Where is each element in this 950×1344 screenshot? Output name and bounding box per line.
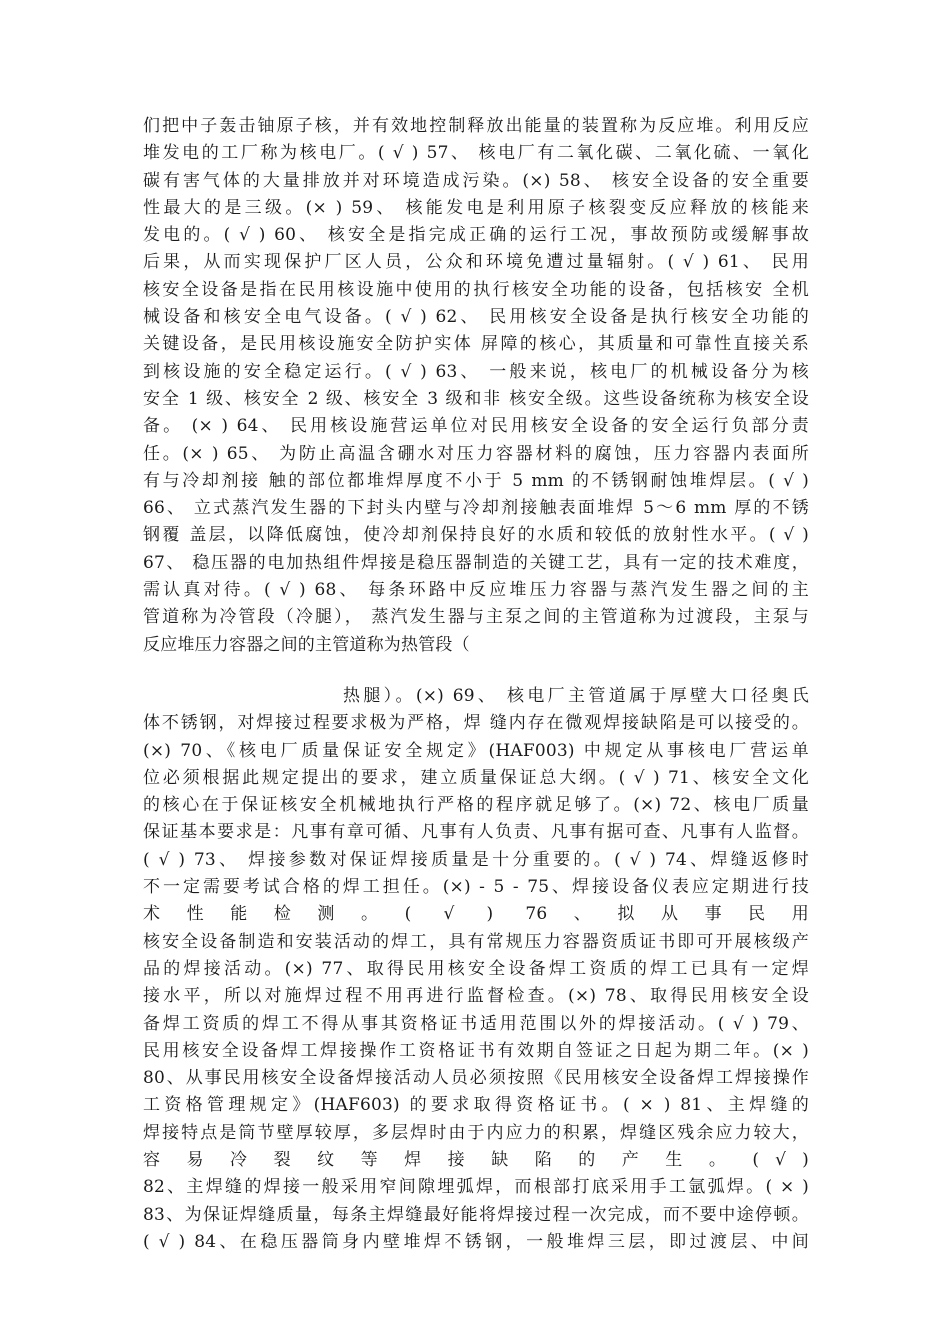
- text-line: 安全 1 级、核安全 2 级、核安全 3 级和非 核安全级。这些设备统称为核安全设: [143, 388, 809, 409]
- text-line: 们把中子轰击铀原子核，并有效地控制释放出能量的装置称为反应堆。利用反应: [143, 116, 809, 136]
- text-line: 民用核安全设备焊工焊接操作工资格证书有效期自签证之日起为期二年。(× ): [143, 1040, 809, 1061]
- text-line: 后果，从而实现保护厂区人员，公众和环境免遭过量辐射。( √ ) 61、 民用: [143, 252, 809, 273]
- text-line: 术性能检测。( √ ) 76、拟从事民用: [143, 904, 809, 925]
- text-line: 任。(× ) 65、 为防止高温含硼水对压力容器材料的腐蚀，压力容器内表面所: [143, 443, 809, 464]
- text-line: 不一定需要考试合格的焊工担任。(×) - 5 - 75、焊接设备仪表应定期进行技: [143, 877, 809, 898]
- text-line: 堆发电的工厂称为核电厂。( √ ) 57、 核电厂有二氧化碳、二氧化硫、一氧化: [143, 143, 809, 164]
- text-line: 核安全设备是指在民用核设施中使用的执行核安全功能的设备，包括核安 全机: [143, 279, 809, 300]
- text-line: 80、从事民用核安全设备焊接活动人员必须按照《民用核安全设备焊工焊接操作: [143, 1068, 809, 1089]
- text-line: 体不锈钢，对焊接过程要求极为严格，焊 缝内存在微观焊接缺陷是可以接受的。: [143, 713, 809, 734]
- text-line: 关键设备，是民用核设施安全防护实体 屏障的核心，其质量和可靠性直接关系: [143, 334, 809, 355]
- text-line: 66、 立式蒸汽发生器的下封头内壁与冷却剂接触表面堆焊 5～6 mm 厚的不锈: [143, 498, 809, 519]
- text-line: 需认真对待。( √ ) 68、 每条环路中反应堆压力容器与蒸汽发生器之间的主: [143, 580, 809, 601]
- text-block-bottom: [143, 683, 809, 1256]
- text-line: ( √ ) 84、在稳压器筒身内壁堆焊不锈钢，一般堆焊三层，即过渡层、中间: [143, 1231, 809, 1252]
- text-line: 保证基本要求是：凡事有章可循、凡事有人负责、凡事有据可查、凡事有人监督。: [143, 822, 809, 843]
- text-line: 备焊工资质的焊工不得从事其资格证书适用范围以外的焊接活动。( √ ) 79、: [143, 1013, 809, 1034]
- text-line: 容 易 冷 裂 纹 等 焊 接 缺 陷 的 产 生 。 ( √ ): [143, 1150, 809, 1171]
- text-line: 碳有害气体的大量排放并对环境造成污染。(×) 58、 核安全设备的安全重要: [143, 170, 809, 191]
- text-line: 工资格管理规定》(HAF603) 的要求取得资格证书。( × ) 81、主焊缝的: [143, 1095, 809, 1116]
- text-line: 核安全设备制造和安装活动的焊工，具有常规压力容器资质证书即可开展核级产: [143, 931, 809, 952]
- text-line: 反应堆压力容器之间的主管道称为热管段（: [143, 634, 470, 655]
- text-line: 管道称为冷管段（冷腿）， 蒸汽发生器与主泵之间的主管道称为过渡段，主泵与: [143, 607, 809, 628]
- text-line: 备。 (× ) 64、 民用核设施营运单位对民用核安全设备的安全运行负部分责: [143, 416, 809, 437]
- text-line: 82、主焊缝的焊接一般采用窄间隙埋弧焊，而根部打底采用手工氩弧焊。( × ): [143, 1177, 809, 1198]
- text-line: 到核设施的安全稳定运行。( √ ) 63、 一般来说，核电厂的机械设备分为核: [143, 361, 809, 382]
- text-line: 83、为保证焊缝质量，每条主焊缝最好能将焊接过程一次完成，而不要中途停顿。: [143, 1204, 809, 1225]
- text-line: 焊接特点是筒节壁厚较厚，多层焊时由于内应力的积累，焊缝区残余应力较大，: [143, 1122, 809, 1143]
- text-line: 钢覆 盖层，以降低腐蚀，使冷却剂保持良好的水质和较低的放射性水平。( √ ): [143, 525, 809, 546]
- text-line: 67、 稳压器的电加热组件焊接是稳压器制造的关键工艺，具有一定的技术难度，: [143, 552, 809, 573]
- text-line: 械设备和核安全电气设备。( √ ) 62、 民用核安全设备是执行核安全功能的: [143, 307, 809, 328]
- text-line: 热腿）。(×) 69、 核电厂主管道属于厚壁大口径奥氏: [343, 686, 809, 706]
- text-line: 品的焊接活动。(×) 77、取得民用核安全设备焊工资质的焊工已具有一定焊: [143, 958, 809, 979]
- text-line: 发电的。( √ ) 60、 核安全是指完成正确的运行工况，事故预防或缓解事故: [143, 225, 809, 246]
- text-line: 位必须根据此规定提出的要求，建立质量保证总大纲。( √ ) 71、核安全文化: [143, 767, 809, 788]
- text-line: ( √ ) 73、 焊接参数对保证焊接质量是十分重要的。( √ ) 74、焊缝返修时: [143, 849, 809, 870]
- text-line: 的核心在于保证核安全机械地执行严格的程序就足够了。(×) 72、核电厂质量: [143, 795, 809, 816]
- text-line: 接水平，所以对施焊过程不用再进行监督检查。(×) 78、取得民用核安全设: [143, 986, 809, 1007]
- text-line: (×) 70、《核电厂质量保证安全规定》(HAF003) 中规定从事核电厂营运单: [143, 740, 809, 761]
- text-line: 性最大的是三级。(× ) 59、 核能发电是利用原子核裂变反应释放的核能来: [143, 197, 809, 218]
- text-block-top: [143, 113, 809, 659]
- text-line: 有与冷却剂接 触的部位都堆焊厚度不小于 5 mm 的不锈钢耐蚀堆焊层。( √ ): [143, 470, 809, 491]
